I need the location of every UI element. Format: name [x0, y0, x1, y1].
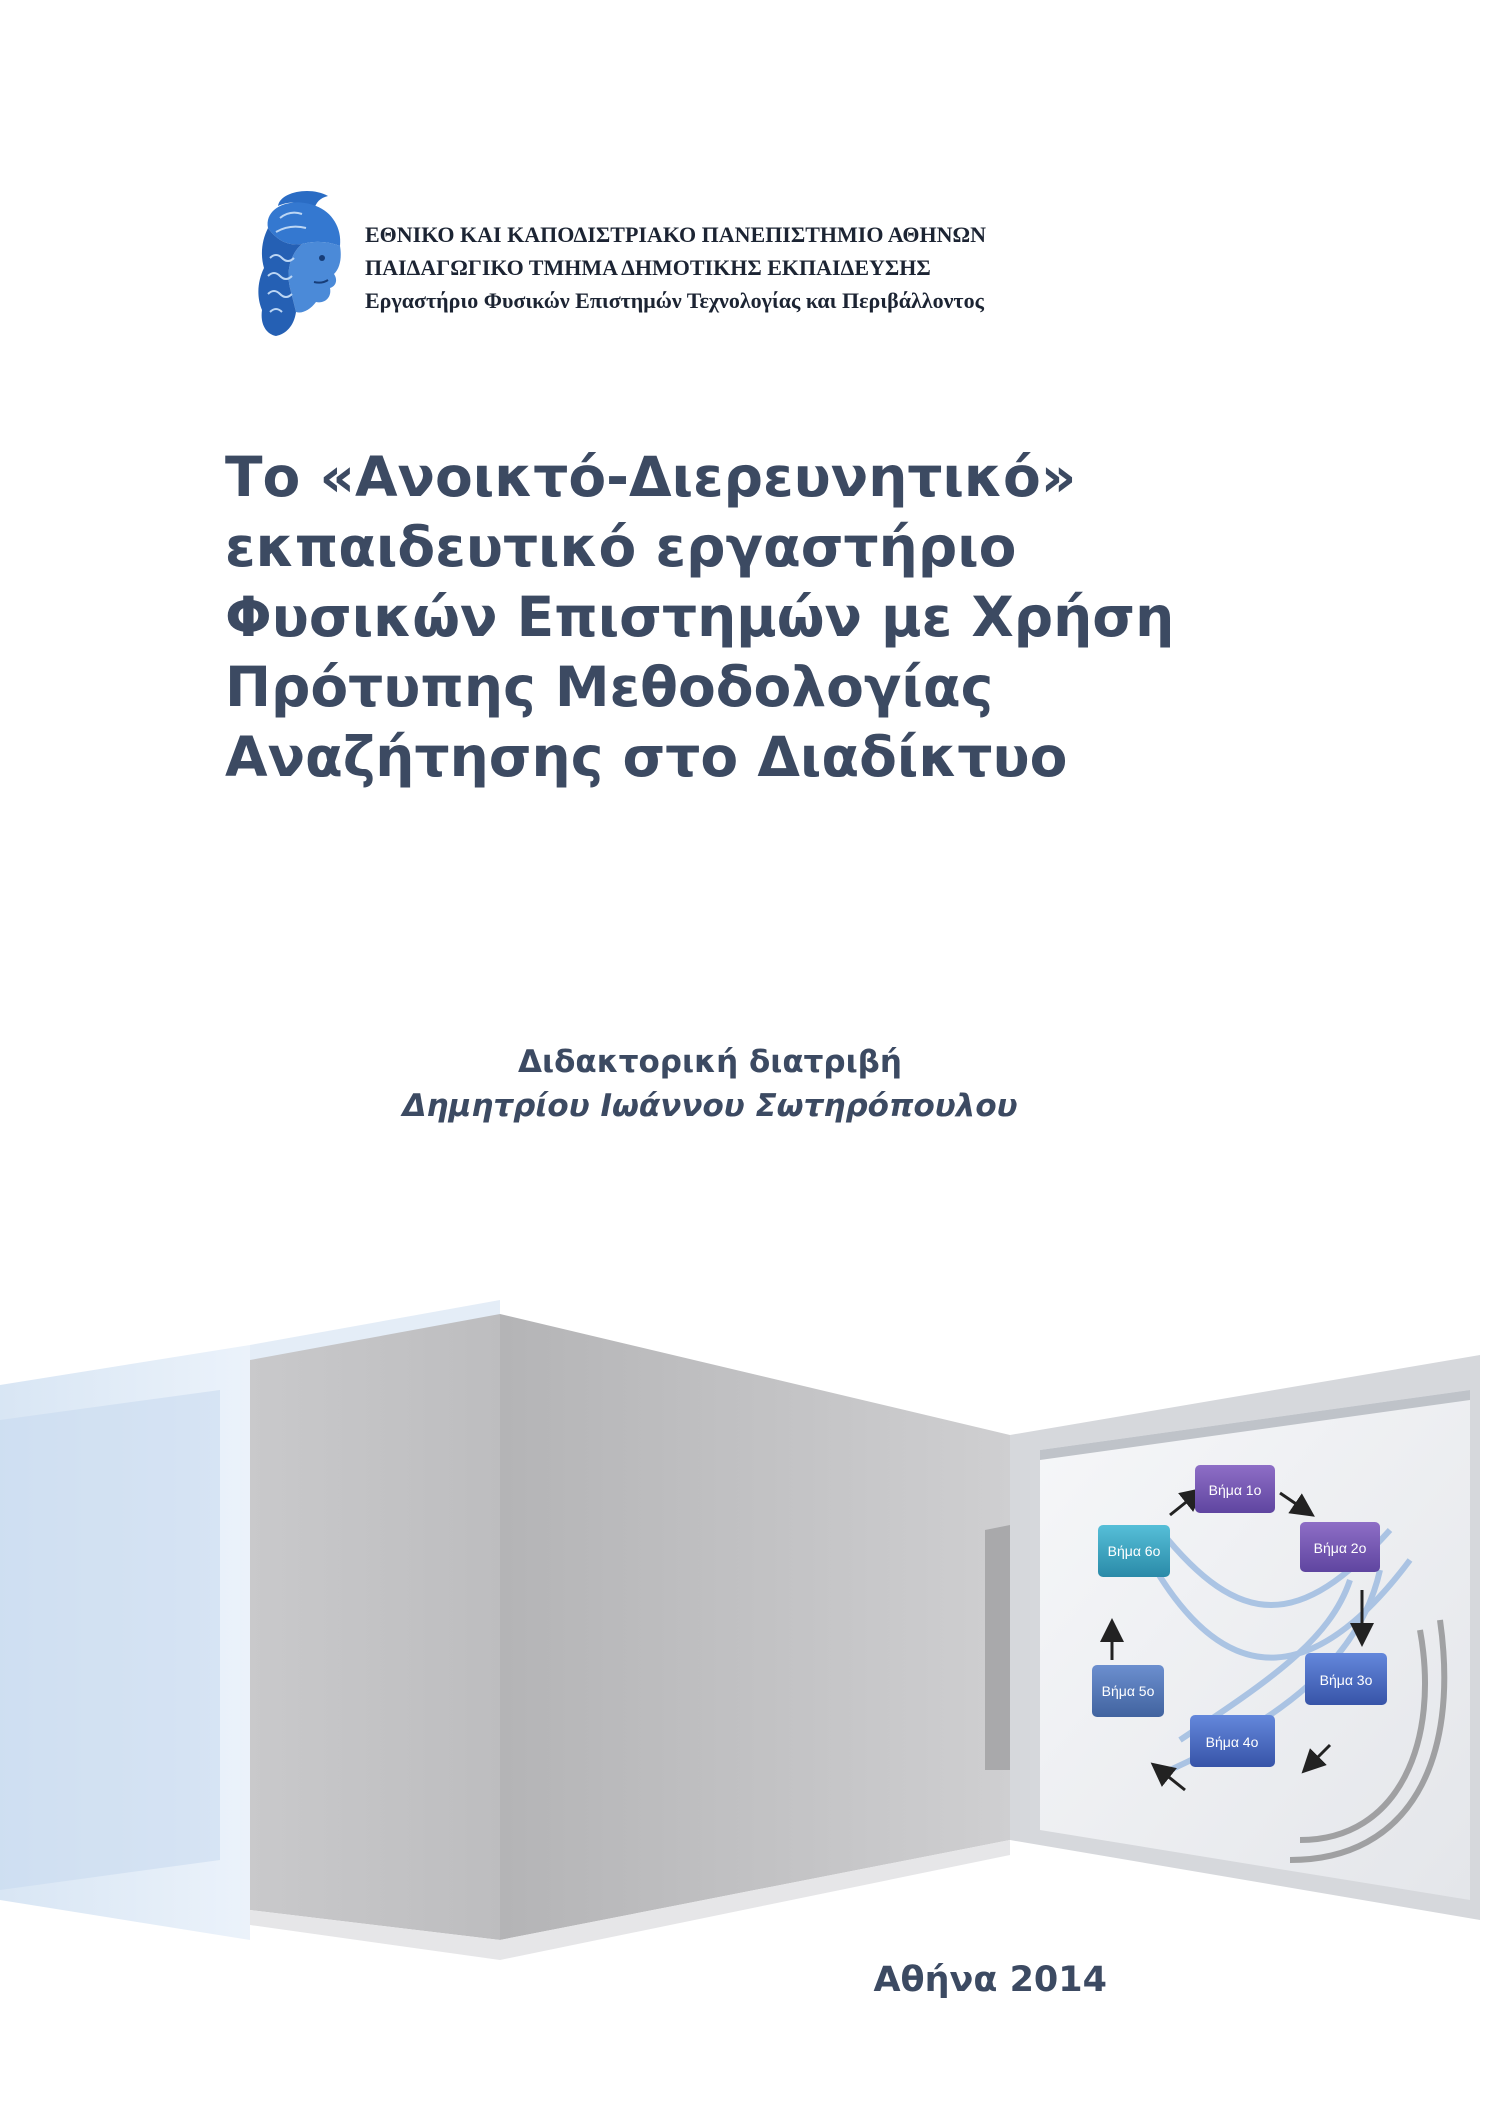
svg-text:Βήμα 3ο: Βήμα 3ο: [1319, 1672, 1373, 1688]
place-year-text: Αθήνα 2014: [873, 1960, 1107, 2000]
svg-text:Βήμα 2ο: Βήμα 2ο: [1313, 1540, 1367, 1556]
place-year: [0, 1958, 1420, 2002]
cycle-step: [1190, 1715, 1275, 1767]
lab-name: Εργαστήριο Φυσικών Επιστημών Τεχνολογίας και Περιβάλλοντος: [365, 288, 984, 313]
document-title: [225, 442, 1375, 792]
svg-text:Βήμα 1ο: Βήμα 1ο: [1208, 1482, 1262, 1498]
cycle-step: [1092, 1665, 1164, 1717]
thesis-type: Διδακτορική διατριβή: [518, 1044, 902, 1080]
thesis-info: [0, 1040, 1420, 1128]
title-line: Φυσικών Επιστημών με Χρήση: [225, 585, 1175, 649]
title-line: εκπαιδευτικό εργαστήριο: [225, 515, 1017, 579]
title-line: Το «Ανοικτό-Διερευνητικό»: [225, 445, 1077, 509]
svg-text:Βήμα 6ο: Βήμα 6ο: [1107, 1543, 1161, 1559]
cycle-step: [1300, 1522, 1380, 1572]
thesis-author: Δημητρίου Ιωάννου Σωτηρόπουλου: [402, 1088, 1018, 1124]
title-line: Πρότυπης Μεθοδολογίας: [225, 655, 994, 719]
institution-lines: [365, 218, 986, 317]
athena-head-logo-icon: [250, 188, 360, 338]
cycle-step: [1098, 1525, 1170, 1577]
department-name: ΠΑΙΔΑΓΩΓΙΚΟ ΤΜΗΜΑ ΔΗΜΟΤΙΚΗΣ ΕΚΠΑΙΔΕΥΣΗΣ: [365, 255, 931, 280]
svg-text:Βήμα 4ο: Βήμα 4ο: [1205, 1734, 1259, 1750]
cycle-step: [1195, 1465, 1275, 1513]
cycle-step: [1305, 1653, 1387, 1705]
cover-illustration: [0, 1300, 1489, 1980]
institution-header: [250, 188, 1150, 343]
title-line: Αναζήτησης στο Διαδίκτυο: [225, 725, 1068, 789]
university-name: ΕΘΝΙΚΟ ΚΑΙ ΚΑΠΟΔΙΣΤΡΙΑΚΟ ΠΑΝΕΠΙΣΤΗΜΙΟ ΑΘΗΝΩΝ: [365, 222, 986, 247]
svg-text:Βήμα 5ο: Βήμα 5ο: [1101, 1683, 1155, 1699]
